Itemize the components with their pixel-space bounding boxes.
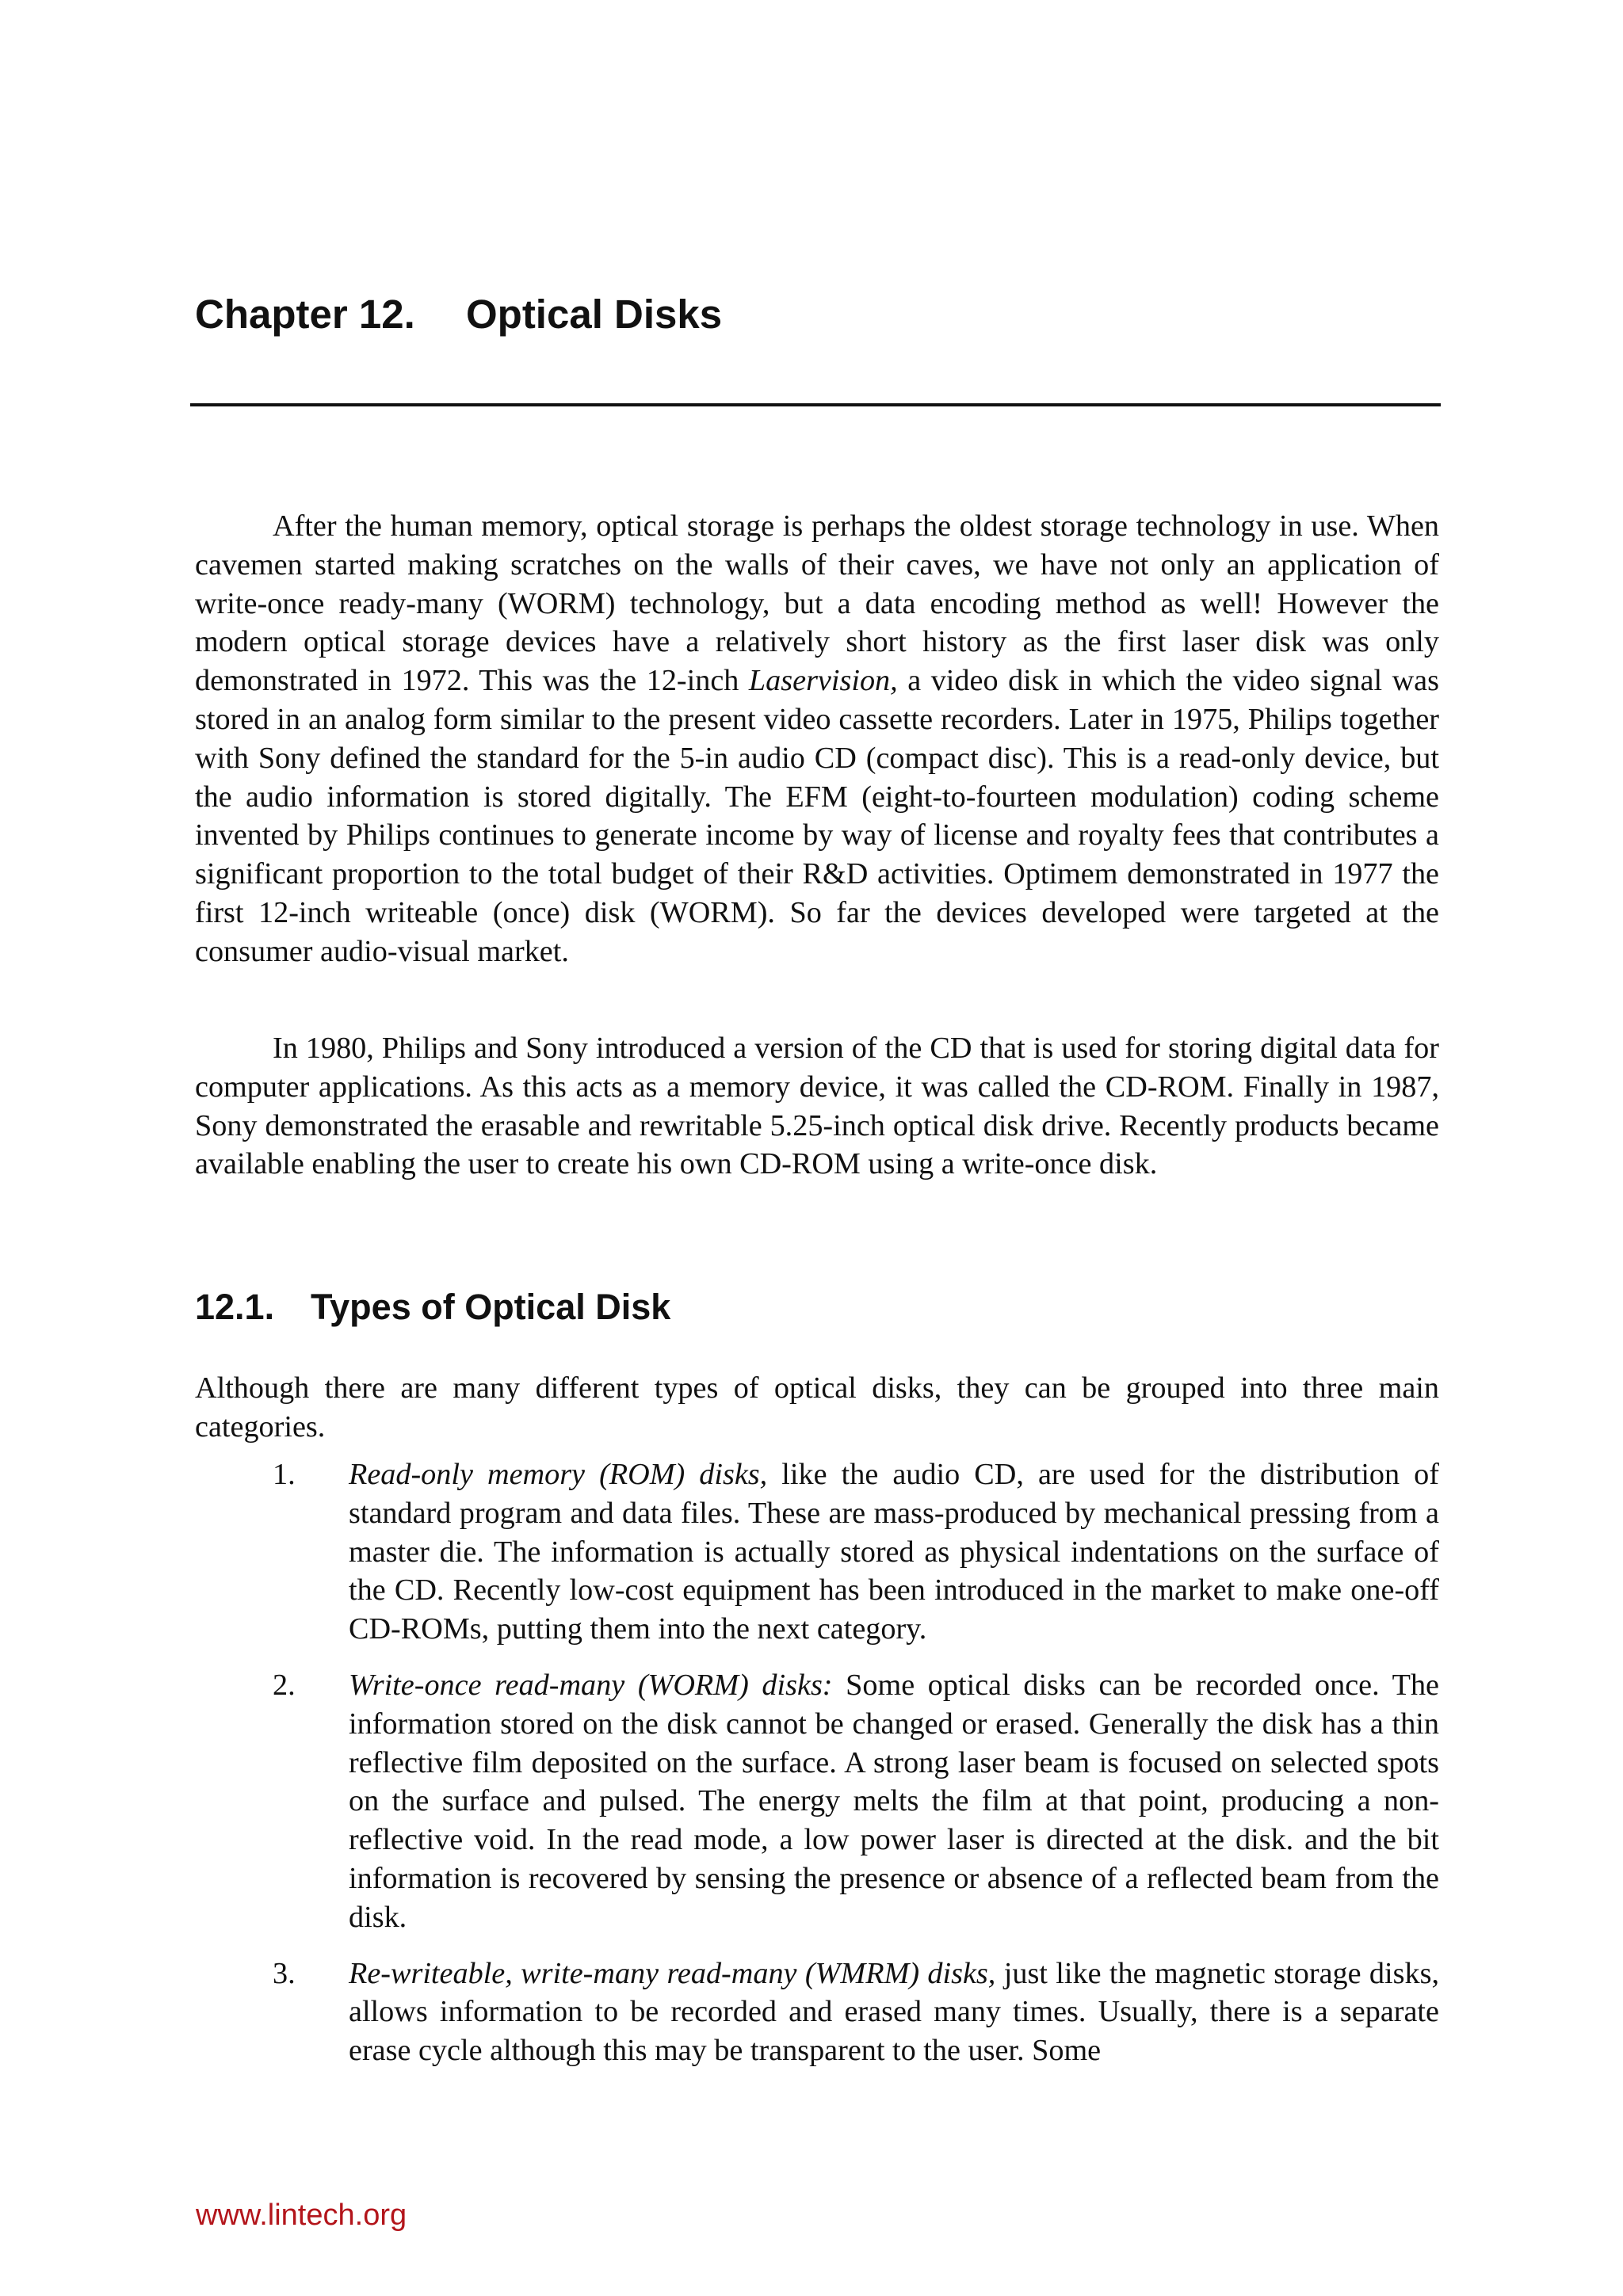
- list-item-number: 2.: [273, 1668, 296, 1702]
- list-item-text: Some optical disks can be recorded once. The information stored on the disk cannot be changed or erased. Generally the disk has a thin reflective film deposited on the surface. A strong laser beam is focused on selected spots on the surface and pulsed. The energy melts the film at that point, producing a non-reflective void. In the read mode, a low power laser is directed at the disk. and the bit information is recovered by sensing the presence or absence of a reflected beam from the disk.: [349, 1668, 1439, 1934]
- chapter-name: Optical Disks: [466, 292, 723, 337]
- chapter-title: [195, 287, 722, 342]
- disk-types-list: [195, 1455, 1439, 2088]
- list-item-text: just like the magnetic storage disks, allows information to be recorded and erased many times. Usually, there is a separate erase cycle although this may be transparent to the user. Some: [349, 1956, 1439, 2068]
- chapter-divider: [190, 403, 1441, 406]
- intro-paragraph-1: [195, 507, 1439, 971]
- list-item: [195, 1955, 1439, 2070]
- section-lead-paragraph: Although there are many different types of optical disks, they can be grouped into three main categories.: [195, 1371, 1439, 1444]
- list-item: [195, 1455, 1439, 1649]
- list-item-term: Re-writeable, write-many read-many (WMRM) disks,: [349, 1956, 996, 1990]
- footer-website-link[interactable]: www.lintech.org: [196, 2199, 407, 2232]
- section-name: Types of Optical Disk: [311, 1287, 671, 1327]
- list-item-number: 3.: [273, 1956, 296, 1990]
- list-item-term: Read-only memory (ROM) disks,: [349, 1458, 768, 1491]
- intro-p1-text-b: a video disk in which the video signal was stored in an analog form similar to the present video cassette recorders. Later in 1975, Philips together with Sony defined the standard for the 5-in audio CD (compact disc). This is a read-only device, but the audio information is stored digitally. The EFM (eight-to-fourteen modulation) coding scheme invented by Philips continues to generate income by way of license and royalty fees that contributes a significant proportion to the total budget of their R&D activities. Optimem demonstrated in 1977 the first 12-inch writeable (once) disk (WORM). So far the devices developed were targeted at the consumer audio-visual market.: [195, 664, 1439, 968]
- intro-p1-text-a: After the human memory, optical storage is perhaps the oldest storage technology in use. When cavemen started making scratches on the walls of their caves, we have not only an application of write-once ready-many (WORM) technology, but a data encoding method as well! However the modern optical storage devices have a relatively short history as the first laser disk was only demonstrated in 1972. This was the 12-inch: [195, 509, 1439, 698]
- section-title: [195, 1283, 670, 1331]
- list-item-text: like the audio CD, are used for the distribution of standard program and data files. These are mass-produced by mechanical pressing from a master die. The information is actually stored as physical indentations on the surface of the CD. Recently low-cost equipment has been introduced in the market to make one-off CD-ROMs, putting them into the next category.: [349, 1458, 1439, 1646]
- laservision-term: Laservision,: [748, 664, 898, 698]
- list-item: [195, 1666, 1439, 1937]
- chapter-number: Chapter 12.: [195, 292, 415, 337]
- list-item-term: Write-once read-many (WORM) disks:: [349, 1668, 833, 1702]
- intro-paragraph-2: In 1980, Philips and Sony introduced a version of the CD that is used for storing digital data for computer applications. As this acts as a memory device, it was called the CD-ROM. Finally in 1987, Sony demonstrated the erasable and rewritable 5.25-inch optical disk drive. Recently products became available enabling the user to create his own CD-ROM using a write-once disk.: [195, 1032, 1439, 1181]
- list-item-number: 1.: [273, 1458, 296, 1491]
- section-number: 12.1.: [195, 1287, 275, 1327]
